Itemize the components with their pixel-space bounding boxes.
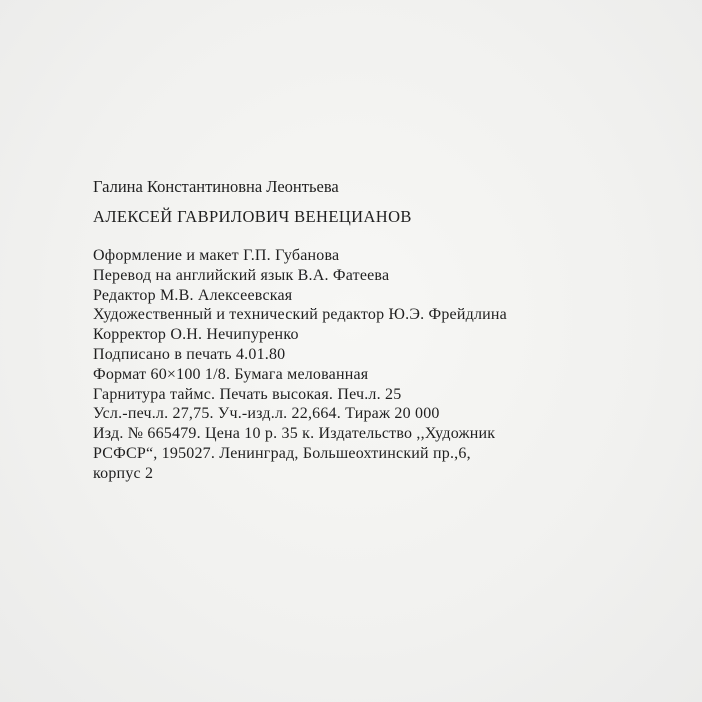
- book-title: АЛЕКСЕЙ ГАВРИЛОВИЧ ВЕНЕЦИАНОВ: [93, 207, 412, 226]
- colophon-line-design: Оформление и макет Г.П. Губанова: [93, 247, 340, 264]
- imprint-block: [93, 177, 683, 484]
- colophon-line-typeface: Гарнитура таймс. Печать высокая. Печ.л. 25: [93, 385, 402, 403]
- colophon-line-translation: Перевод на английский язык В.А. Фатеева: [93, 266, 390, 284]
- colophon-line-editor: Редактор М.В. Алексеевская: [93, 286, 293, 304]
- colophon-line-building: корпус 2: [93, 464, 154, 482]
- author-name: Галина Константиновна Леонтьева: [93, 177, 339, 196]
- colophon-line-publisher: Изд. № 665479. Цена 10 р. 35 к. Издательство ,,Художник: [93, 425, 496, 443]
- colophon: [93, 246, 683, 484]
- colophon-line-print-sheets: Усл.-печ.л. 27,75. Уч.-изд.л. 22,664. Тираж 20 000: [93, 405, 440, 423]
- colophon-line-proofreader: Корректор О.Н. Нечипуренко: [93, 326, 299, 344]
- colophon-line-art-editor: Художественный и технический редактор Ю.Э. Фрейдлина: [93, 306, 507, 324]
- colophon-line-signed: Подписано в печать 4.01.80: [93, 345, 286, 363]
- colophon-line-address: РСФСР“, 195027. Ленинград, Большеохтинский пр.,6,: [93, 444, 471, 462]
- colophon-line-format: Формат 60×100 1/8. Бумага мелованная: [93, 365, 369, 383]
